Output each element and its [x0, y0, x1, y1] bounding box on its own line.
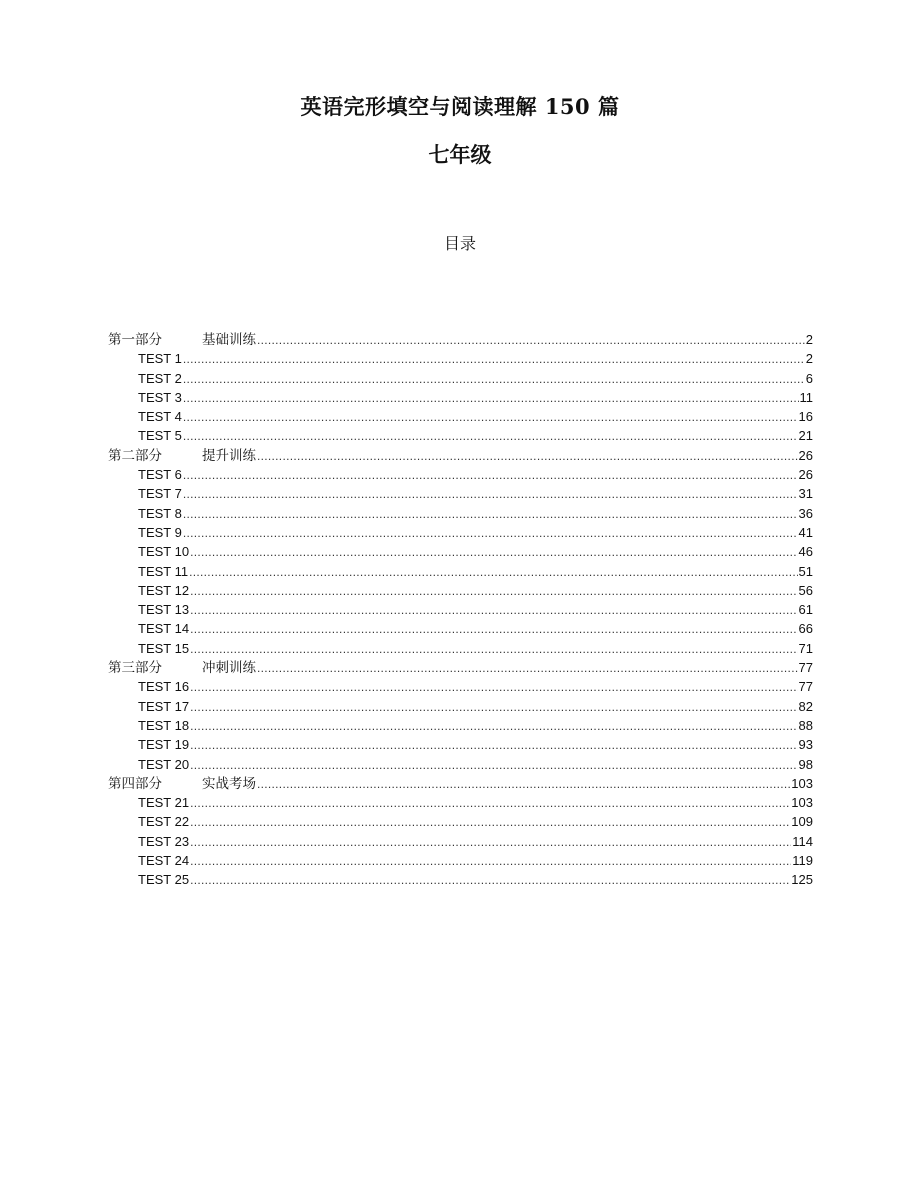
toc-entry-title: TEST 6	[138, 467, 182, 483]
toc-dot-leader	[190, 813, 790, 832]
toc-test-entry[interactable]	[108, 870, 813, 889]
toc-page-number: 93	[798, 737, 813, 753]
toc-entry-title: TEST 7	[138, 486, 182, 502]
toc-entry-title: 基础训练	[202, 332, 256, 348]
toc-page-number: 109	[791, 814, 813, 830]
toc-dot-leader	[183, 505, 798, 524]
toc-part-number: 第四部分	[108, 775, 162, 792]
toc-page-number: 77	[798, 679, 813, 695]
toc-page-number: 51	[798, 563, 813, 579]
toc-entry-title: TEST 23	[138, 833, 190, 849]
toc-page-number: 31	[798, 486, 813, 502]
toc-page-number: 61	[798, 602, 813, 618]
toc-entry-title: TEST 15	[138, 640, 190, 656]
toc-test-entry[interactable]	[108, 716, 813, 735]
toc-dot-leader	[183, 350, 805, 369]
toc-dot-leader	[190, 543, 797, 562]
toc-part-number: 第一部分	[108, 332, 162, 348]
toc-page-number: 98	[798, 756, 813, 772]
toc-test-entry[interactable]	[108, 388, 813, 407]
toc-page-number: 71	[798, 640, 813, 656]
toc-page-number: 125	[791, 872, 813, 888]
toc-test-entry[interactable]	[108, 832, 813, 851]
toc-dot-leader	[190, 601, 797, 620]
toc-dot-leader	[257, 775, 790, 794]
toc-dot-leader	[183, 485, 798, 504]
toc-dot-leader	[190, 794, 790, 813]
toc-page-number: 82	[798, 698, 813, 714]
toc-entry-title: TEST 13	[138, 602, 190, 618]
toc-dot-leader	[190, 736, 797, 755]
toc-part-entry[interactable]	[108, 446, 813, 465]
toc-entry-title: TEST 2	[138, 370, 182, 386]
toc-entry-title: TEST 5	[138, 428, 182, 444]
toc-dot-leader	[183, 427, 798, 446]
toc-test-entry[interactable]	[108, 581, 813, 600]
toc-page-number: 46	[798, 544, 813, 560]
toc-dot-leader	[190, 678, 797, 697]
toc-page-number: 36	[798, 505, 813, 521]
document-title: 英语完形填空与阅读理解 150 篇	[300, 94, 620, 119]
toc-dot-leader	[183, 466, 798, 485]
toc-page-number: 21	[798, 428, 813, 444]
toc-test-entry[interactable]	[108, 755, 813, 774]
toc-entry-title: TEST 4	[138, 409, 182, 425]
toc-dot-leader	[190, 717, 797, 736]
toc-entry-title: TEST 22	[138, 814, 190, 830]
toc-entry-title: TEST 21	[138, 795, 190, 811]
toc-dot-leader	[190, 871, 790, 890]
toc-entry-title: TEST 3	[138, 389, 182, 405]
toc-test-entry[interactable]	[108, 600, 813, 619]
toc-entry-title: TEST 25	[138, 872, 190, 888]
toc-test-entry[interactable]	[108, 349, 813, 368]
toc-page-number: 88	[798, 717, 813, 733]
toc-test-entry[interactable]	[108, 523, 813, 542]
toc-dot-leader	[183, 389, 799, 408]
toc-test-entry[interactable]	[108, 851, 813, 870]
toc-page-number: 11	[799, 389, 813, 405]
toc-dot-leader	[257, 331, 805, 350]
toc-entry-title: TEST 19	[138, 737, 190, 753]
toc-part-entry[interactable]	[108, 658, 813, 677]
toc-test-entry[interactable]	[108, 465, 813, 484]
toc-dot-leader	[190, 620, 797, 639]
toc-page-number: 41	[798, 524, 813, 540]
toc-page-number: 114	[792, 833, 813, 849]
toc-page-number: 56	[798, 582, 813, 598]
toc-page-number: 2	[805, 332, 813, 347]
toc-entry-title: 实战考场	[202, 775, 256, 792]
toc-test-entry[interactable]	[108, 735, 813, 754]
toc-dot-leader	[190, 640, 797, 659]
toc-entry-title: TEST 14	[138, 621, 190, 637]
toc-page-number: 103	[791, 775, 813, 791]
toc-entry-title: TEST 9	[138, 524, 182, 540]
toc-dot-leader	[257, 659, 798, 678]
toc-test-entry[interactable]	[108, 484, 813, 503]
toc-dot-leader	[189, 563, 797, 582]
toc-entry-title: TEST 18	[138, 717, 190, 733]
toc-dot-leader	[183, 524, 798, 543]
toc-test-entry[interactable]	[108, 369, 813, 388]
toc-heading: 目录	[443, 234, 476, 253]
toc-dot-leader	[190, 833, 791, 852]
toc-test-entry[interactable]	[108, 793, 813, 812]
toc-dot-leader	[190, 582, 797, 601]
toc-dot-leader	[190, 852, 791, 871]
toc-test-entry[interactable]	[108, 504, 813, 523]
document-subtitle: 七年级	[428, 142, 492, 167]
toc-test-entry[interactable]	[108, 562, 813, 581]
toc-dot-leader	[183, 370, 805, 389]
table-of-contents	[108, 330, 813, 890]
toc-dot-leader	[183, 408, 798, 427]
toc-test-entry[interactable]	[108, 619, 813, 638]
toc-part-number: 第二部分	[108, 447, 162, 464]
toc-entry-title: 冲刺训练	[202, 660, 256, 677]
toc-entry-title: TEST 11	[138, 563, 189, 579]
toc-dot-leader	[190, 698, 797, 717]
toc-page-number: 2	[805, 351, 813, 367]
toc-page-number: 119	[792, 853, 813, 869]
toc-part-entry[interactable]	[108, 330, 813, 349]
toc-page-number: 16	[798, 409, 813, 425]
toc-entry-title: TEST 8	[138, 505, 182, 521]
toc-page-number: 66	[798, 621, 813, 637]
toc-page-number: 6	[805, 370, 813, 386]
toc-page-number: 77	[798, 660, 813, 676]
toc-entry-title: TEST 10	[138, 544, 190, 560]
toc-entry-title: TEST 24	[138, 853, 190, 869]
toc-test-entry[interactable]	[108, 426, 813, 445]
toc-test-entry[interactable]	[108, 812, 813, 831]
toc-test-entry[interactable]	[108, 542, 813, 561]
toc-entry-title: TEST 1	[138, 351, 182, 367]
toc-test-entry[interactable]	[108, 407, 813, 426]
toc-entry-title: TEST 17	[138, 698, 190, 714]
toc-test-entry[interactable]	[108, 697, 813, 716]
toc-entry-title: 提升训练	[202, 447, 256, 464]
toc-entry-title: TEST 16	[138, 679, 190, 695]
toc-entry-title: TEST 12	[138, 582, 190, 598]
toc-dot-leader	[257, 447, 798, 466]
toc-test-entry[interactable]	[108, 677, 813, 696]
toc-test-entry[interactable]	[108, 639, 813, 658]
toc-part-number: 第三部分	[108, 660, 162, 677]
toc-dot-leader	[190, 756, 797, 775]
toc-page-number: 26	[798, 467, 813, 483]
toc-entry-title: TEST 20	[138, 756, 190, 772]
toc-page-number: 103	[791, 795, 813, 811]
toc-part-entry[interactable]	[108, 774, 813, 793]
toc-page-number: 26	[798, 447, 813, 463]
